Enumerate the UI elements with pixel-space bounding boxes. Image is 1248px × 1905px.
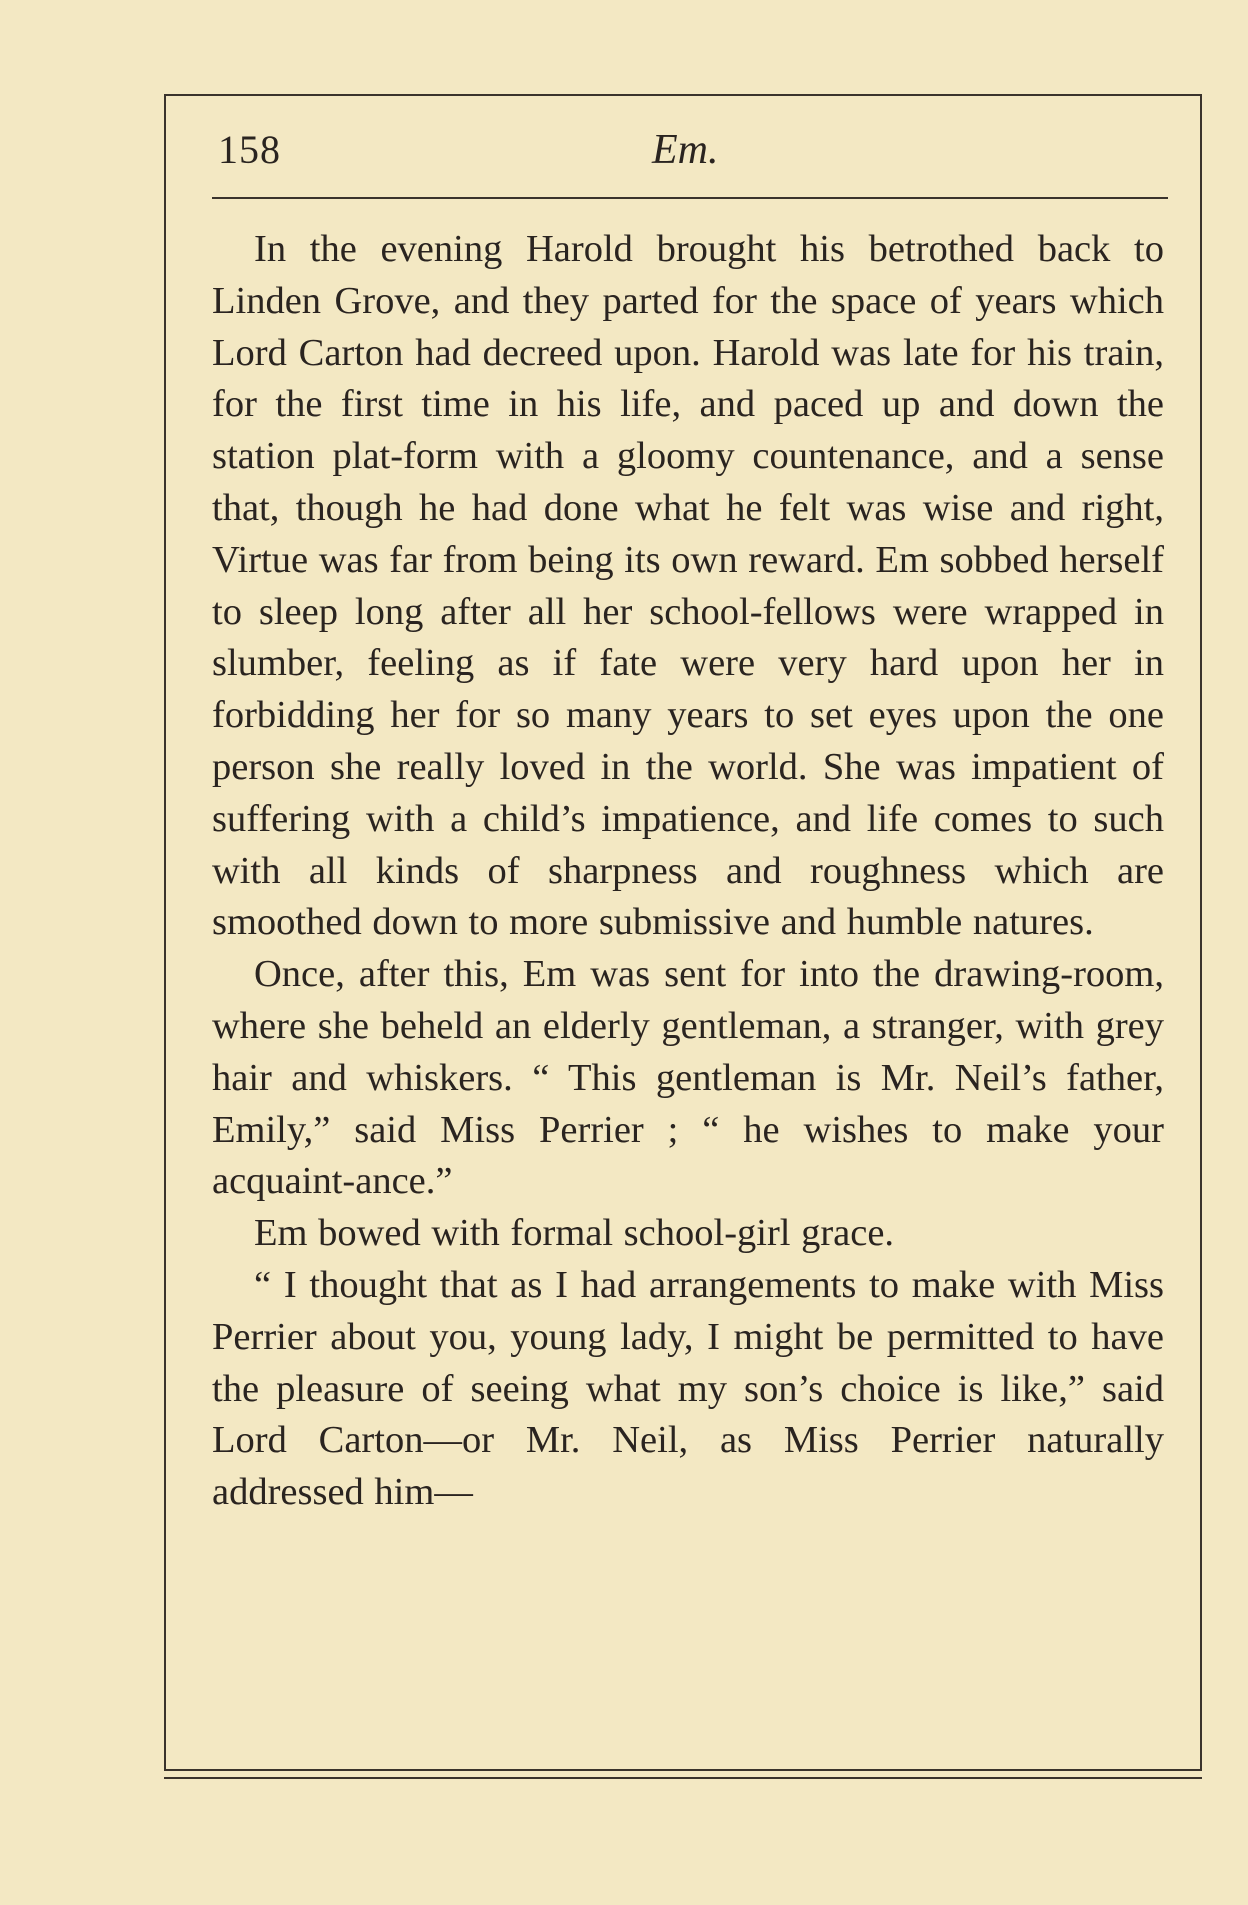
paragraph: In the evening Harold brought his betrothed back to Linden Grove, and they parted for the space of years which Lord Carton had decreed upon. Harold was late for his train, for the first time in his life, and paced up and down the station plat-form with a gloomy countenance, and a sense that, though he had done what he felt was wise and right, Virtue was far from being its own reward. Em sobbed herself to sleep long after all her school-fellows were wrapped in slumber, feeling as if fate were very hard upon her in forbidding her for so many years to set eyes upon the one person she really loved in the world. She was impatient of suffering with a child’s impatience, and life comes to such with all kinds of sharpness and roughness which are smoothed down to more submissive and humble natures. [212, 228, 1164, 944]
paragraph: Once, after this, Em was sent for into the drawing-room, where she beheld an elderly gentleman, a stranger, with grey hair and whiskers. “ This gentleman is Mr. Neil’s father, Emily,” said Miss Perrier ; “ he wishes to make your acquaint-ance.” [212, 953, 1164, 1203]
running-head [212, 126, 1168, 186]
body-text [212, 224, 1164, 1519]
paragraph: Em bowed with formal school-girl grace. [254, 1212, 895, 1255]
paragraph: “ I thought that as I had arrangements to make with Miss Perrier about you, young lady, I might be permitted to have the pleasure of seeing what my son’s choice is like,” said Lord Carton—or Mr. Neil, as Miss Perrier naturally addressed him— [212, 1263, 1164, 1514]
header-rule [212, 197, 1168, 199]
page-number: 158 [218, 127, 281, 172]
running-title: Em. [652, 127, 719, 173]
